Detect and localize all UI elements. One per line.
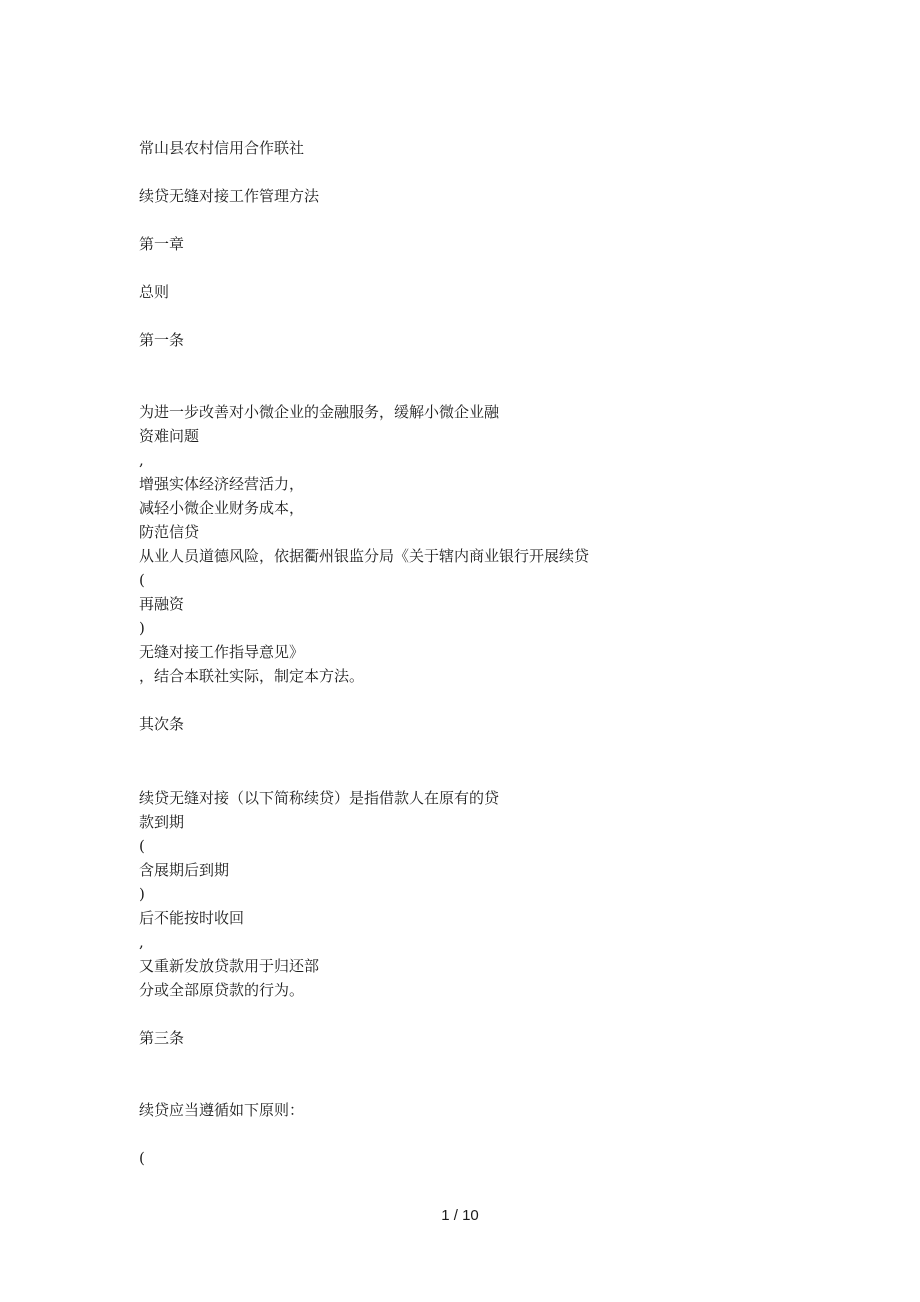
article-1-line: ) <box>139 619 145 637</box>
article-2-line: 含展期后到期 <box>139 861 230 879</box>
article-1-line: , <box>139 451 144 469</box>
article-2-line: ) <box>139 885 145 903</box>
article-1-line: 资难问题 <box>139 427 200 445</box>
article-2-line: 分或全部原贷款的行为。 <box>139 981 305 999</box>
article-2-line: 后不能按时收回 <box>139 909 245 927</box>
article-1-line: 防范信贷 <box>139 523 200 541</box>
article-1-line: ( <box>139 571 145 589</box>
article-1-line: 增强实体经济经营活力， <box>139 475 305 493</box>
chapter-name: 总则 <box>139 283 170 301</box>
article-1-line: 减轻小微企业财务成本， <box>139 499 305 517</box>
article-1-line: 为进一步改善对小微企业的金融服务，缓解小微企业融 <box>139 403 500 421</box>
article-2-line: ( <box>139 837 145 855</box>
chapter-number: 第一章 <box>139 235 185 253</box>
article-2-heading: 其次条 <box>139 715 185 733</box>
article-2-line: 款到期 <box>139 813 185 831</box>
article-2-line: , <box>139 933 144 951</box>
article-3-line: 续贷应当遵循如下原则： <box>139 1101 305 1119</box>
article-1-line: 无缝对接工作指导意见》 <box>139 643 305 661</box>
document-title: 续贷无缝对接工作管理方法 <box>139 187 320 205</box>
article-1-line: 再融资 <box>139 595 185 613</box>
article-2-line: 续贷无缝对接（以下简称续贷）是指借款人在原有的贷 <box>139 789 500 807</box>
article-1-line: 从业人员道德风险，依据衢州银监分局《关于辖内商业银行开展续贷 <box>139 547 590 565</box>
organization-name: 常山县农村信用合作联社 <box>139 139 305 157</box>
article-1-heading: 第一条 <box>139 331 185 349</box>
trailing-parenthesis: ( <box>139 1149 145 1167</box>
article-2-line: 又重新发放贷款用于归还部 <box>139 957 320 975</box>
page-number: 1 / 10 <box>441 1207 479 1224</box>
article-1-line: ，结合本联社实际，制定本方法。 <box>139 667 365 685</box>
article-3-heading: 第三条 <box>139 1029 185 1047</box>
